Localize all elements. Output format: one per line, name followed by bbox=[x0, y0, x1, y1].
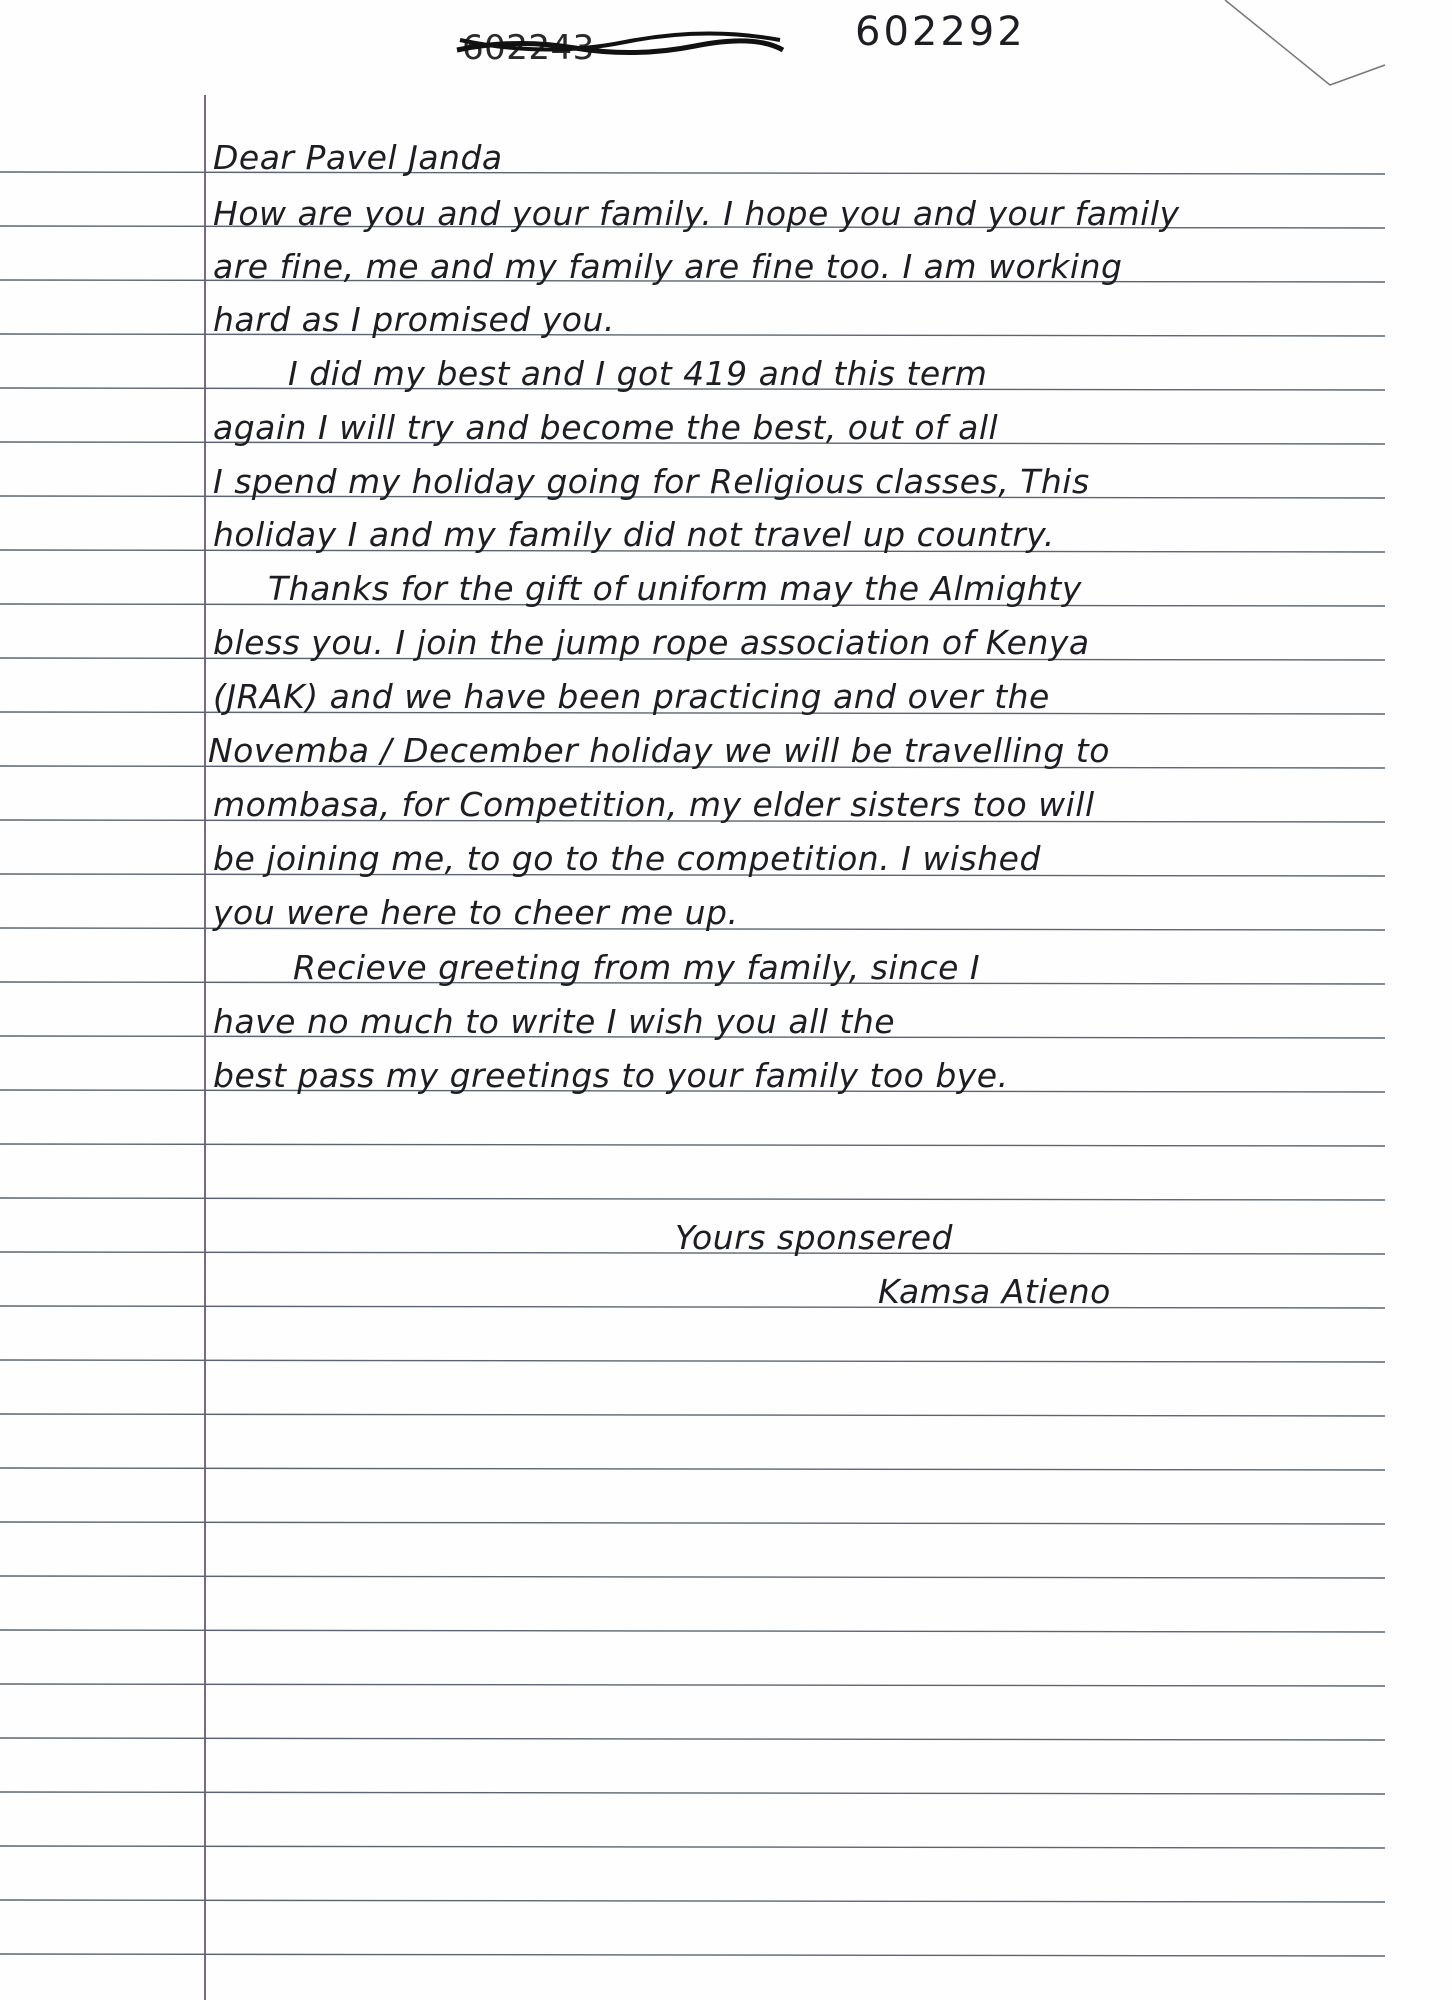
rule-line bbox=[0, 1954, 1385, 1956]
rule-line bbox=[0, 1576, 1385, 1578]
rule-line bbox=[0, 172, 1385, 174]
rule-line bbox=[0, 1630, 1385, 1632]
letter-line: hard as I promised you. bbox=[213, 300, 615, 339]
letter-line: mombasa, for Competition, my elder sisters too will bbox=[213, 785, 1095, 824]
letter-line: bless you. I join the jump rope association of Kenya bbox=[213, 623, 1090, 662]
letter-line: (JRAK) and we have been practicing and over the bbox=[213, 677, 1050, 716]
letter-line: Novemba / December holiday we will be travelling to bbox=[208, 731, 1110, 770]
letter-line: are fine, me and my family are fine too. I am working bbox=[213, 247, 1123, 286]
folded-corner bbox=[1225, 0, 1385, 85]
rule-line bbox=[0, 1900, 1385, 1902]
rule-line bbox=[0, 1306, 1385, 1308]
strike-through-scribble bbox=[455, 28, 785, 68]
letter-greeting: Dear Pavel Janda bbox=[213, 138, 503, 177]
letter-line: holiday I and my family did not travel up country. bbox=[213, 515, 1055, 554]
letter-line: be joining me, to go to the competition. I wished bbox=[213, 839, 1041, 878]
letter-line: I did my best and I got 419 and this term bbox=[288, 354, 988, 393]
rule-line bbox=[0, 1738, 1385, 1740]
crossed-out-number: 602243 bbox=[462, 28, 595, 68]
letter-signature: Kamsa Atieno bbox=[878, 1272, 1111, 1311]
letter-closing: Yours sponsered bbox=[675, 1218, 953, 1257]
reference-number: 602292 bbox=[855, 9, 1026, 55]
letter-line: How are you and your family. I hope you and your family bbox=[213, 194, 1180, 233]
rule-line bbox=[0, 1684, 1385, 1686]
rule-line bbox=[0, 1468, 1385, 1470]
letter-line: best pass my greetings to your family too bye. bbox=[213, 1056, 1009, 1095]
rule-line bbox=[0, 1360, 1385, 1362]
letter-line: have no much to write I wish you all the bbox=[213, 1002, 896, 1041]
letter-line: again I will try and become the best, out of all bbox=[213, 408, 999, 447]
rule-line bbox=[0, 1144, 1385, 1146]
rule-line bbox=[0, 1522, 1385, 1524]
letter-line: you were here to cheer me up. bbox=[213, 893, 739, 932]
letter-line: Thanks for the gift of uniform may the Almighty bbox=[268, 569, 1082, 608]
letter-line: Recieve greeting from my family, since I bbox=[293, 948, 981, 987]
letter-line: I spend my holiday going for Religious classes, This bbox=[213, 462, 1090, 501]
rule-line bbox=[0, 334, 1385, 336]
rule-line bbox=[0, 1846, 1385, 1848]
rule-line bbox=[0, 1198, 1385, 1200]
rule-line bbox=[0, 1792, 1385, 1794]
rule-line bbox=[0, 1414, 1385, 1416]
